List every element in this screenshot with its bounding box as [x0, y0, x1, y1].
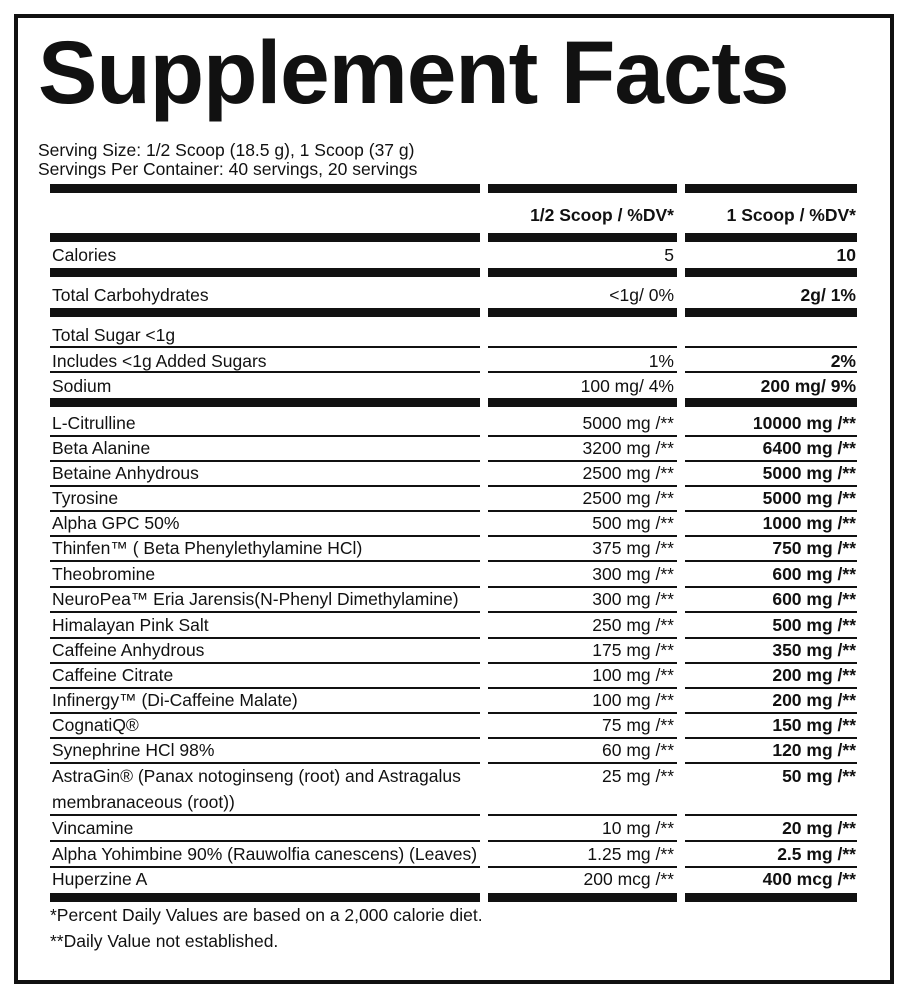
column-header-half-scoop: 1/2 Scoop / %DV*	[530, 205, 674, 225]
value-full-scoop: 750 mg /**	[772, 538, 856, 558]
rule	[50, 814, 480, 816]
value-half-scoop: 25 mg /**	[602, 766, 674, 786]
value-half-scoop: 300 mg /**	[592, 564, 674, 584]
rule	[488, 611, 677, 613]
ingredient-name: Calories	[52, 245, 117, 265]
value-half-scoop: 100 mg/ 4%	[580, 376, 674, 396]
value-half-scoop: 2500 mg /**	[582, 463, 674, 483]
rule	[685, 371, 857, 373]
rule	[50, 346, 480, 348]
value-full-scoop: 1000 mg /**	[762, 513, 856, 533]
rule	[685, 762, 857, 764]
rule	[488, 814, 677, 816]
value-full-scoop: 200 mg /**	[772, 690, 856, 710]
rule	[488, 184, 677, 193]
rule	[50, 398, 480, 407]
rule	[488, 737, 677, 739]
value-half-scoop: 200 mcg /**	[583, 869, 674, 889]
value-full-scoop: 10000 mg /**	[752, 413, 856, 433]
rule	[488, 586, 677, 588]
rule	[685, 687, 857, 689]
rule	[685, 184, 857, 193]
rule	[50, 762, 480, 764]
value-half-scoop: <1g/ 0%	[609, 285, 674, 305]
ingredient-name: Includes <1g Added Sugars	[52, 351, 267, 371]
value-half-scoop: 250 mg /**	[592, 615, 674, 635]
ingredient-name: Vincamine	[52, 818, 134, 838]
ingredient-name: Infinergy™ (Di-Caffeine Malate)	[52, 690, 298, 710]
value-full-scoop: 50 mg /**	[782, 766, 856, 786]
rule	[50, 840, 480, 842]
value-half-scoop: 1.25 mg /**	[587, 844, 674, 864]
value-full-scoop: 2%	[830, 351, 856, 371]
rule	[50, 893, 480, 902]
value-half-scoop: 60 mg /**	[602, 740, 674, 760]
value-half-scoop: 1%	[648, 351, 674, 371]
rule	[488, 308, 677, 317]
ingredient-name: L-Citrulline	[52, 413, 136, 433]
rule	[488, 637, 677, 639]
rule	[488, 510, 677, 512]
rule	[488, 535, 677, 537]
rule	[50, 510, 480, 512]
rule	[685, 611, 857, 613]
ingredient-name: Total Sugar <1g	[52, 325, 176, 345]
ingredient-name: Synephrine HCl 98%	[52, 740, 215, 760]
rule	[488, 398, 677, 407]
value-half-scoop: 10 mg /**	[602, 818, 674, 838]
rule	[50, 866, 480, 868]
ingredient-name: Beta Alanine	[52, 438, 151, 458]
rule	[50, 611, 480, 613]
ingredient-name: CognatiQ®	[52, 715, 139, 735]
ingredient-name: Himalayan Pink Salt	[52, 615, 209, 635]
ingredient-name: Betaine Anhydrous	[52, 463, 199, 483]
value-full-scoop: 2.5 mg /**	[777, 844, 856, 864]
value-full-scoop: 5000 mg /**	[762, 488, 856, 508]
rule	[50, 637, 480, 639]
rule	[685, 866, 857, 868]
rule	[488, 560, 677, 562]
footnote-not-established: **Daily Value not established.	[50, 931, 279, 951]
ingredient-name-continued: membranaceous (root))	[52, 792, 235, 812]
rule	[50, 737, 480, 739]
rule	[685, 586, 857, 588]
value-full-scoop: 200 mg /**	[772, 665, 856, 685]
rule	[488, 485, 677, 487]
ingredient-name: Caffeine Citrate	[52, 665, 174, 685]
value-full-scoop: 5000 mg /**	[762, 463, 856, 483]
value-half-scoop: 5000 mg /**	[582, 413, 674, 433]
ingredient-name: NeuroPea™ Eria Jarensis(N-Phenyl Dimethylamine)	[52, 589, 459, 609]
rule	[488, 840, 677, 842]
servings-per-container: Servings Per Container: 40 servings, 20 servings	[38, 159, 418, 179]
serving-size: Serving Size: 1/2 Scoop (18.5 g), 1 Scoop (37 g)	[38, 140, 415, 160]
column-header-full-scoop: 1 Scoop / %DV*	[726, 205, 856, 225]
rule	[685, 233, 857, 242]
rule	[50, 184, 480, 193]
rule	[50, 712, 480, 714]
ingredient-name: Caffeine Anhydrous	[52, 640, 205, 660]
ingredient-name: Huperzine A	[52, 869, 148, 889]
rule	[685, 435, 857, 437]
value-half-scoop: 100 mg /**	[592, 665, 674, 685]
rule	[685, 637, 857, 639]
rule	[50, 535, 480, 537]
panel-title: Supplement Facts	[38, 22, 789, 122]
value-half-scoop: 3200 mg /**	[582, 438, 674, 458]
rule	[685, 460, 857, 462]
rule	[488, 371, 677, 373]
value-half-scoop: 300 mg /**	[592, 589, 674, 609]
rule	[488, 712, 677, 714]
rule	[488, 866, 677, 868]
rule	[488, 268, 677, 277]
rule	[685, 814, 857, 816]
rule	[685, 346, 857, 348]
rule	[488, 662, 677, 664]
value-full-scoop: 600 mg /**	[772, 589, 856, 609]
rule	[685, 308, 857, 317]
value-full-scoop: 600 mg /**	[772, 564, 856, 584]
ingredient-name: Total Carbohydrates	[52, 285, 209, 305]
ingredient-name: Alpha GPC 50%	[52, 513, 180, 533]
rule	[488, 435, 677, 437]
rule	[50, 268, 480, 277]
value-full-scoop: 500 mg /**	[772, 615, 856, 635]
rule	[685, 560, 857, 562]
rule	[685, 712, 857, 714]
rule	[50, 308, 480, 317]
value-full-scoop: 6400 mg /**	[762, 438, 856, 458]
value-full-scoop: 10	[836, 245, 856, 265]
rule	[685, 893, 857, 902]
ingredient-name: Sodium	[52, 376, 112, 396]
rule	[685, 662, 857, 664]
rule	[50, 460, 480, 462]
value-half-scoop: 500 mg /**	[592, 513, 674, 533]
rule	[685, 840, 857, 842]
rule	[685, 268, 857, 277]
rule	[488, 687, 677, 689]
rule	[50, 371, 480, 373]
rule	[685, 510, 857, 512]
rule	[685, 737, 857, 739]
value-half-scoop: 100 mg /**	[592, 690, 674, 710]
rule	[685, 398, 857, 407]
rule	[488, 762, 677, 764]
value-full-scoop: 200 mg/ 9%	[760, 376, 856, 396]
rule	[50, 435, 480, 437]
rule	[488, 346, 677, 348]
rule	[488, 893, 677, 902]
value-full-scoop: 2g/ 1%	[800, 285, 856, 305]
value-full-scoop: 20 mg /**	[782, 818, 856, 838]
value-half-scoop: 175 mg /**	[592, 640, 674, 660]
ingredient-name: Thinfen™ ( Beta Phenylethylamine HCl)	[52, 538, 363, 558]
ingredient-name: Alpha Yohimbine 90% (Rauwolfia canescens) (Leaves)	[52, 844, 478, 864]
ingredient-name: Tyrosine	[52, 488, 119, 508]
rule	[488, 233, 677, 242]
value-full-scoop: 120 mg /**	[772, 740, 856, 760]
rule	[50, 662, 480, 664]
ingredient-name: AstraGin® (Panax notoginseng (root) and Astragalus	[52, 766, 461, 786]
rule	[50, 586, 480, 588]
value-half-scoop: 375 mg /**	[592, 538, 674, 558]
rule	[50, 233, 480, 242]
rule	[685, 485, 857, 487]
value-full-scoop: 350 mg /**	[772, 640, 856, 660]
rule	[50, 687, 480, 689]
footnote-daily-values: *Percent Daily Values are based on a 2,000 calorie diet.	[50, 905, 483, 925]
rule	[488, 460, 677, 462]
value-half-scoop: 75 mg /**	[602, 715, 674, 735]
rule	[50, 485, 480, 487]
rule	[685, 535, 857, 537]
value-half-scoop: 2500 mg /**	[582, 488, 674, 508]
value-half-scoop: 5	[664, 245, 674, 265]
value-full-scoop: 150 mg /**	[772, 715, 856, 735]
ingredient-name: Theobromine	[52, 564, 156, 584]
value-full-scoop: 400 mcg /**	[762, 869, 856, 889]
rule	[50, 560, 480, 562]
